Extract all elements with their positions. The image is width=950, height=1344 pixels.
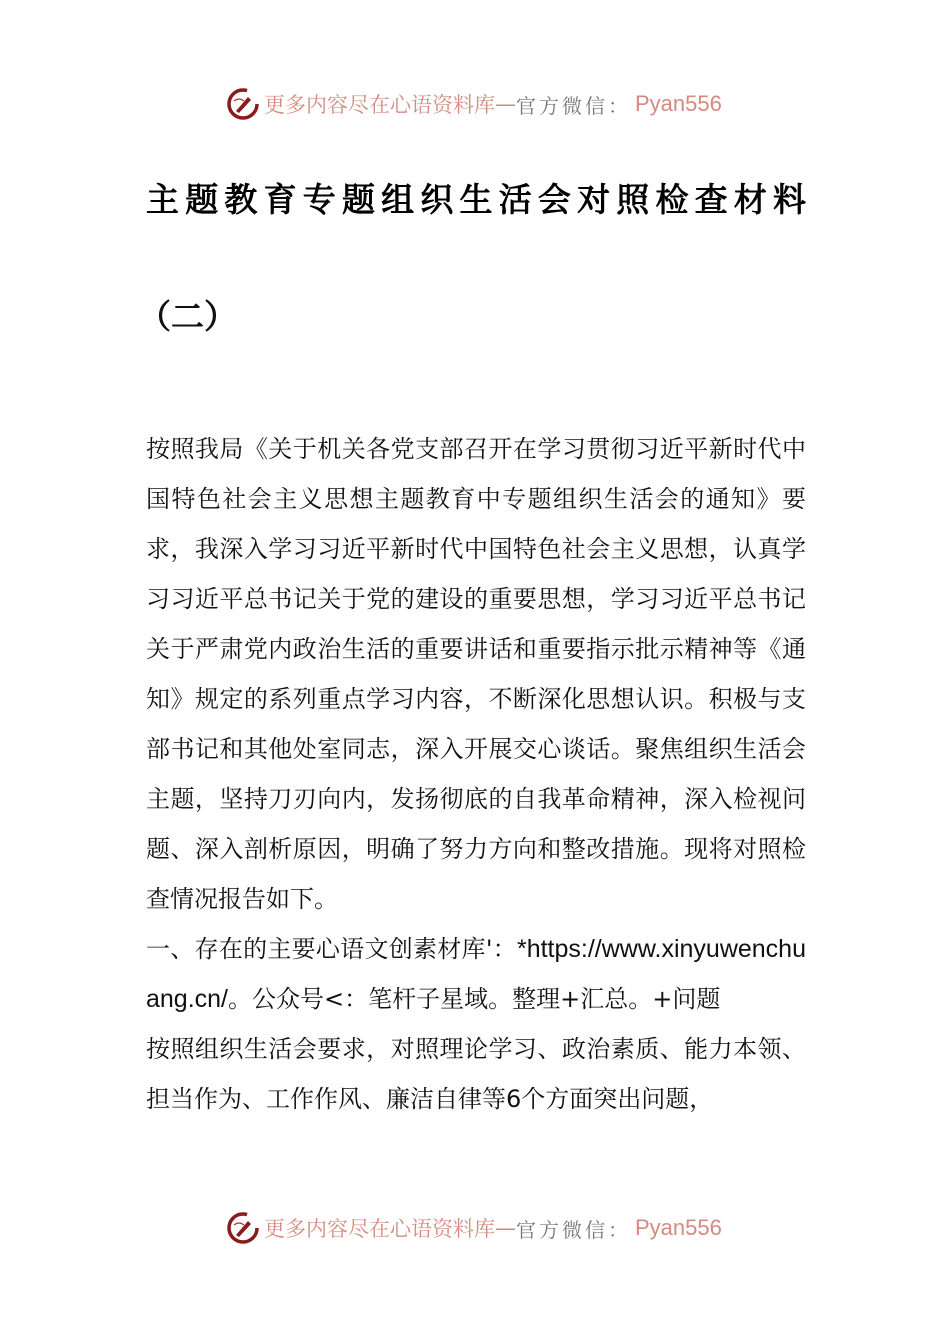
quill-pen-logo-icon [226, 1211, 260, 1245]
intro-paragraph: 按照我局《关于机关各党支部召开在学习贯彻习近平新时代中国特色社会主义思想主题教育中专题组织生活会的通知》要求，我深入学习习近平新时代中国特色社会主义思想，认真学习习近平总书记关于党的建设的重要思想，学习习近平总书记关于严肃党内政治生活的重要讲话和重要指示批示精神等《通知》规定的系列重点学习内容，不断深化思想认识。积极与支部书记和其他处室同志，深入开展交心谈话。聚焦组织生活会主题，坚持刀刃向内，发扬彻底的自我革命精神，深入检视问题、深入剖析原因，明确了努力方向和整改措施。现将对照检查情况报告如下。 [146, 435, 806, 913]
section-paragraph: 按照组织生活会要求，对照理论学习、政治素质、能力本领、担当作为、工作作风、廉洁自律等6个方面突出问题， [146, 1035, 806, 1113]
banner-red-text: 更多内容尽在心语资料库 [264, 1217, 495, 1241]
banner-dash: — [495, 92, 516, 116]
banner-wechat-id: Pyan556 [635, 91, 722, 116]
banner-dash: — [495, 1216, 516, 1240]
document-body [146, 424, 806, 1124]
section-heading [146, 924, 806, 1024]
banner-wechat-label: 官方微信： [516, 1217, 631, 1242]
source-url-link: *https://www.xinyuwenchuang.cn/ [146, 935, 806, 1013]
quill-pen-logo-icon [226, 87, 260, 121]
section-heading-suffix: 。公众号<：笔杆子星域。整理+汇总。+问题 [228, 985, 721, 1013]
document-subtitle: （二） [138, 297, 237, 336]
header-watermark-banner [226, 84, 722, 124]
banner-wechat-id: Pyan556 [635, 1215, 722, 1240]
section-heading-text: 一、存在的主要心语文创素材库'： [146, 935, 517, 963]
banner-red-text: 更多内容尽在心语资料库 [264, 93, 495, 117]
document-title: 主题教育专题组织生活会对照检查材料 [146, 180, 806, 219]
footer-watermark-banner [226, 1208, 722, 1248]
banner-wechat-label: 官方微信： [516, 93, 631, 118]
